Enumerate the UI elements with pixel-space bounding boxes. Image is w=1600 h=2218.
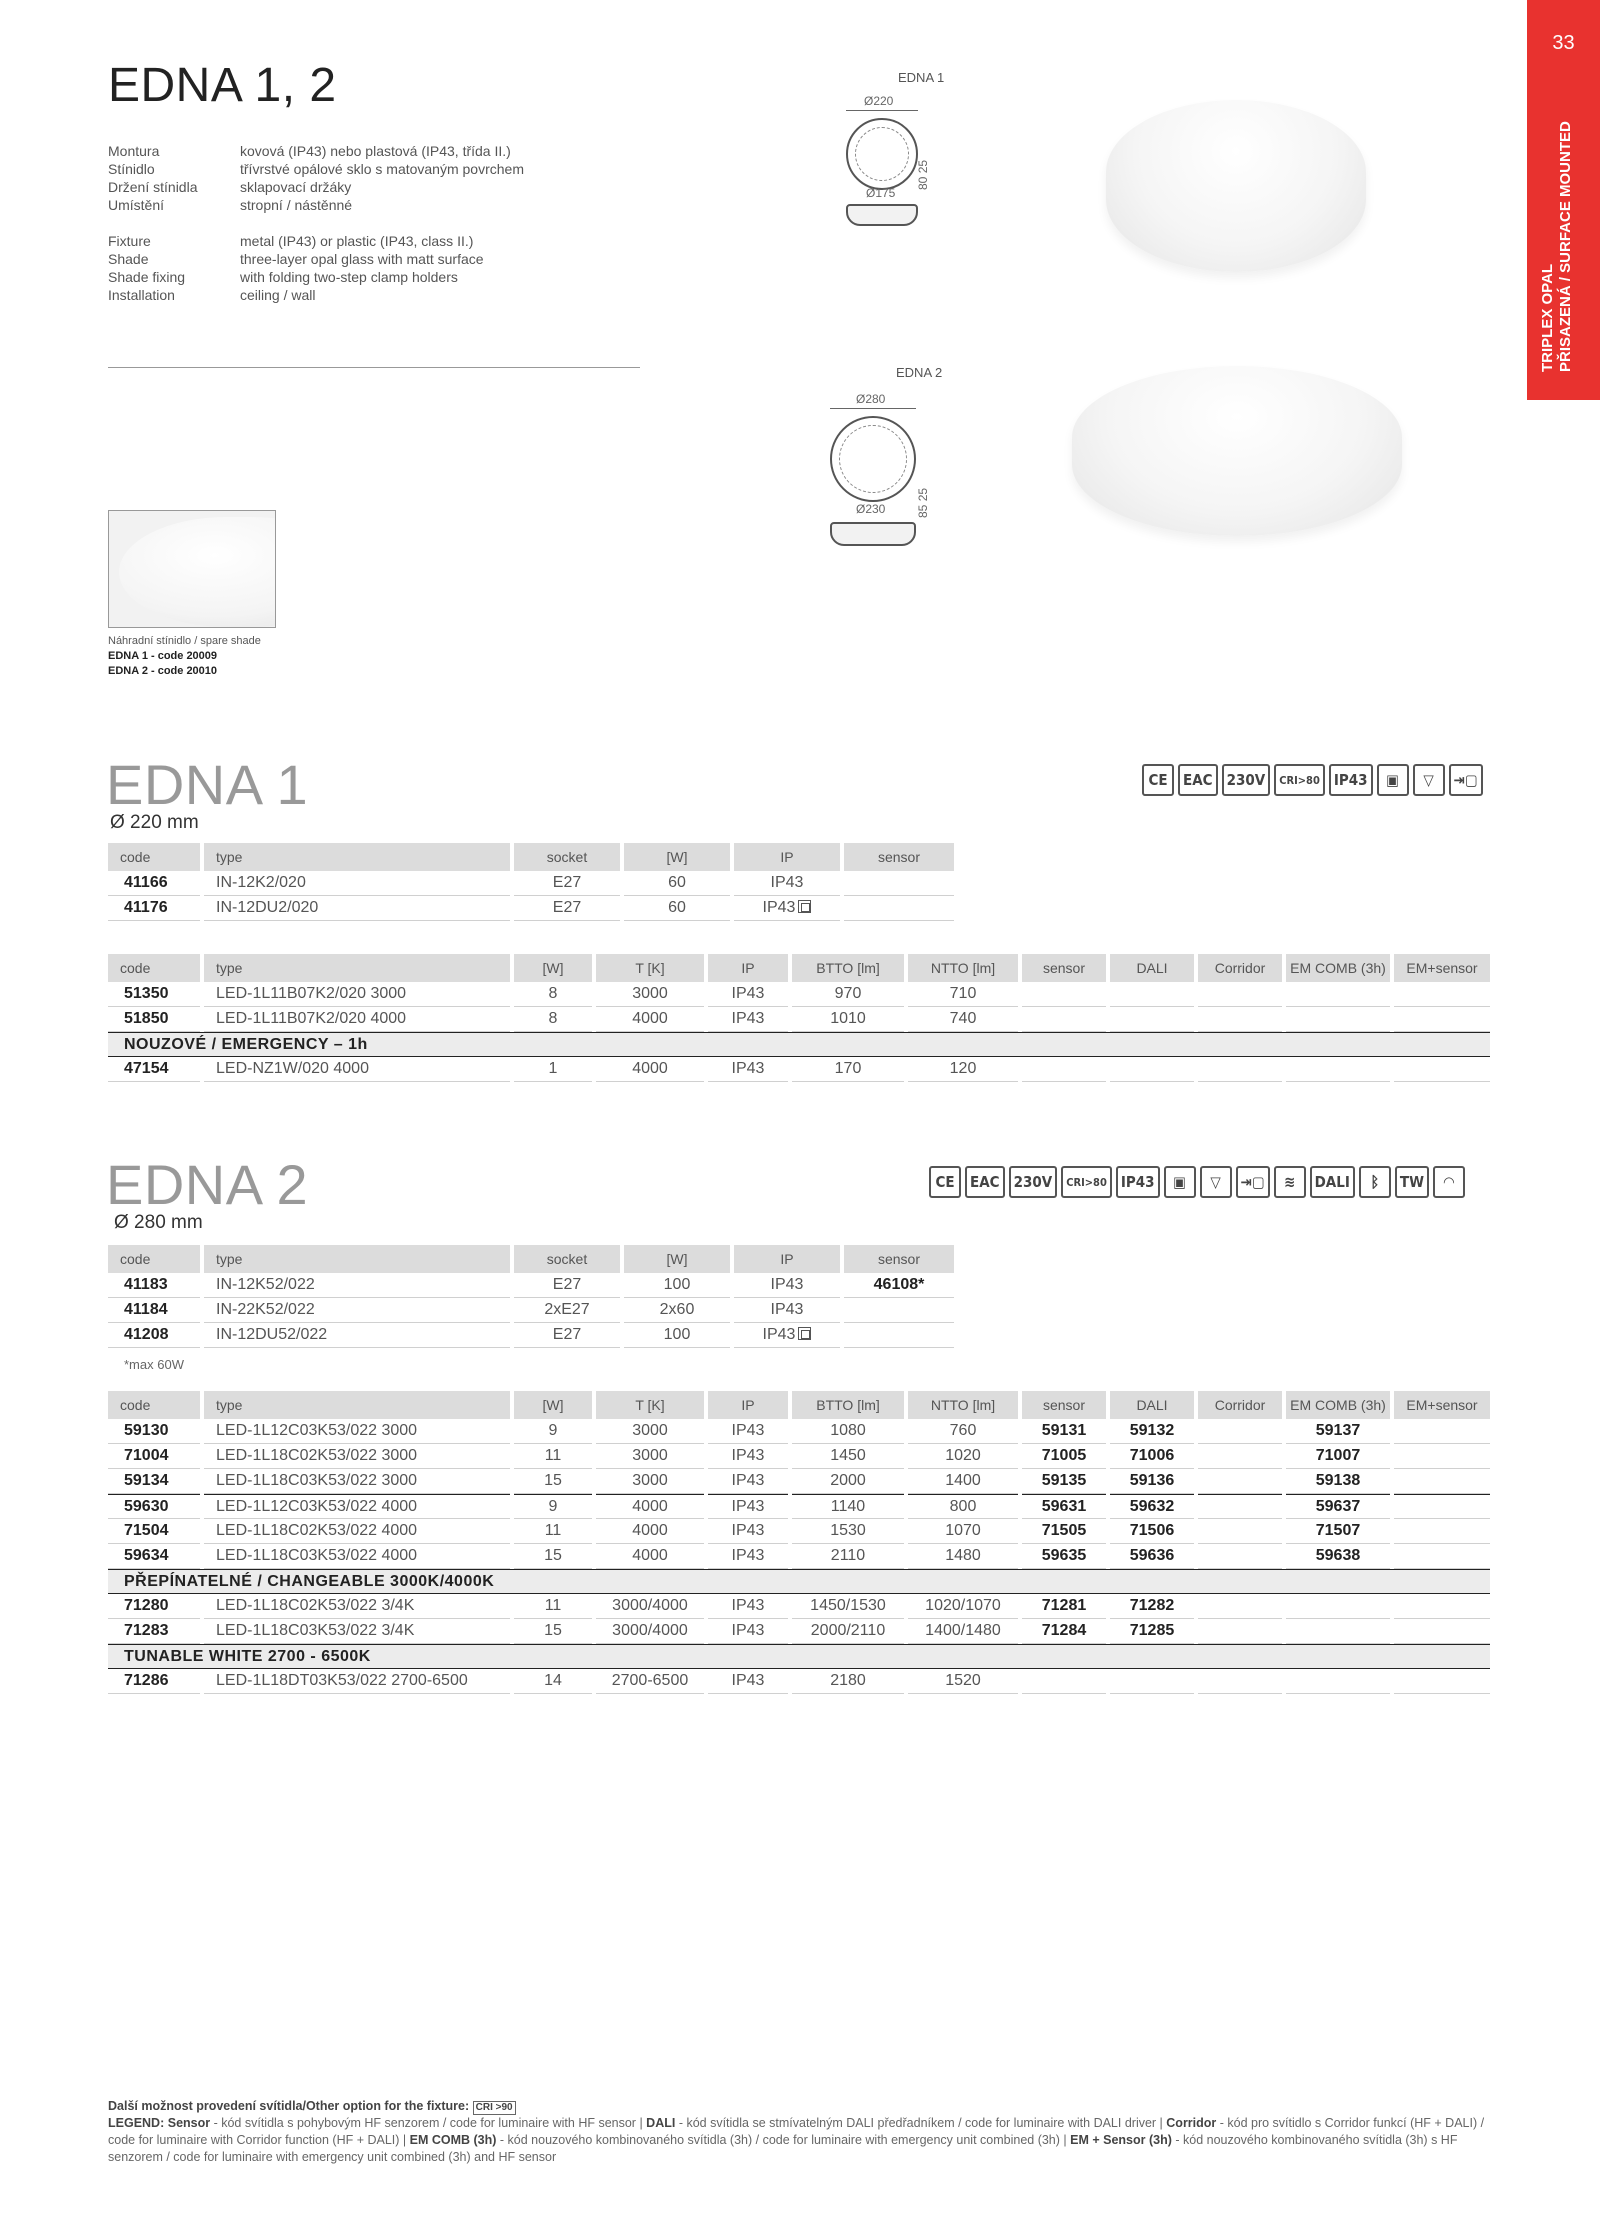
col-header: T [K] [596,954,704,982]
col-header: type [204,954,510,982]
footnote-max: *max 60W [124,1357,184,1372]
class-ii-icon [798,1327,811,1340]
page-title: EDNA 1, 2 [108,59,337,112]
table-row: 71004 LED-1L18C02K53/022 3000 11 3000 IP43 1450 1020 71005 71006 71007 [108,1444,1490,1469]
table-edna1-classic [104,843,958,921]
col-header: sensor [844,1245,954,1273]
dali-icon: DALI [1310,1166,1355,1198]
table-row: 51350 LED-1L11B07K2/020 3000 8 3000 IP43 970 710 [108,982,1490,1007]
cri-icon: CRI>80 [1274,764,1325,796]
sensor-icon: ≋ [1274,1166,1306,1198]
spec-label: Shade [108,251,149,267]
col-header: IP [734,1245,840,1273]
table-row: 71280 LED-1L18C02K53/022 3/4K 11 3000/4000 IP43 1450/1530 1020/1070 71281 71282 [108,1594,1490,1619]
other-option-label: Další možnost provedení svítidla/Other option for the fixture: [108,2099,470,2113]
profile-drawing-edna2 [830,522,916,546]
eac-icon: EAC [965,1166,1005,1198]
col-header: Corridor [1198,954,1282,982]
spec-value: třívrstvé opálové sklo s matovaným povrchem [240,161,524,177]
col-header: [W] [624,1245,730,1273]
emergency-exit-icon: ⇥▢ [1449,764,1483,796]
col-header: code [108,843,200,871]
col-header: code [108,1245,200,1273]
spec-label: Stínidlo [108,161,155,177]
divider [108,367,640,368]
spec-label: Installation [108,287,175,303]
col-header: sensor [844,843,954,871]
dim-outer-edna2: Ø280 [856,392,886,406]
cert-icons-edna1 [1142,764,1483,796]
col-header: [W] [514,954,592,982]
ip-icon: IP43 [1329,764,1373,796]
table-row: 41183 IN-12K52/022 E27 100 IP43 46108* [108,1273,954,1298]
bluetooth-icon: ᛒ [1359,1166,1391,1198]
col-header: EM COMB (3h) [1286,954,1390,982]
table-edna2-classic [104,1245,958,1348]
dim-height-edna1: 80 25 [916,159,930,190]
circle-drawing-edna1 [846,118,918,190]
table-row: 51850 LED-1L11B07K2/020 4000 8 4000 IP43 1010 740 [108,1007,1490,1032]
dim-inner-edna1: Ø175 [866,186,896,200]
spare-line1: Náhradní stínidlo / spare shade [108,635,261,647]
table-row: 41166 IN-12K2/020 E27 60 IP43 [108,871,954,896]
dim-line [830,408,916,409]
spec-value: metal (IP43) or plastic (IP43, class II.) [240,233,474,249]
side-tab-text [1539,121,1575,372]
ce-icon: CE [929,1166,961,1198]
col-header: IP [708,954,788,982]
class-ii-icon [798,900,811,913]
col-header: DALI [1110,954,1194,982]
col-header: T [K] [596,1391,704,1419]
col-header: code [108,1391,200,1419]
specs-cz [108,142,524,214]
table-row: 47154 LED-NZ1W/020 4000 1 4000 IP43 170 120 [108,1057,1490,1082]
side-tab-line1: TRIPLEX OPAL [1539,263,1556,372]
spec-value: ceiling / wall [240,287,316,303]
table-row: 71286 LED-1L18DT03K53/022 2700-6500 14 2700-6500 IP43 2180 1520 [108,1669,1490,1694]
table-row: 41176 IN-12DU2/020 E27 60 IP43 [108,896,954,921]
dim-line [846,110,918,111]
table-edna1-led [104,954,1494,1082]
col-header: BTTO [lm] [792,954,904,982]
col-header: code [108,954,200,982]
dim-inner-edna2: Ø230 [856,502,886,516]
cri-90-icon: CRI >90 [473,2101,516,2115]
col-header: type [204,1245,510,1273]
product-image-edna2 [1072,366,1402,536]
col-header: socket [514,1245,620,1273]
page-number: 33 [1552,32,1575,54]
table-row: 59630 LED-1L12C03K53/022 4000 9 4000 IP43 1140 800 59631 59632 59637 [108,1494,1490,1519]
section-diameter-edna1: Ø 220 mm [110,812,199,833]
spec-value: stropní / nástěnné [240,197,353,213]
col-header: [W] [624,843,730,871]
voltage-icon: 230V [1009,1166,1058,1198]
spec-label: Fixture [108,233,151,249]
col-header: EM COMB (3h) [1286,1391,1390,1419]
col-header: EM+sensor [1394,1391,1490,1419]
table-row: 71504 LED-1L18C02K53/022 4000 11 4000 IP43 1530 1070 71505 71506 71507 [108,1519,1490,1544]
spec-value: kovová (IP43) nebo plastová (IP43, třída II.) [240,143,511,159]
col-header: sensor [1022,1391,1106,1419]
table-row: 41184 IN-22K52/022 2xE27 2x60 IP43 [108,1298,954,1323]
section-diameter-edna2: Ø 280 mm [114,1212,203,1233]
col-header: IP [734,843,840,871]
table-group-row: TUNABLE WHITE 2700 - 6500K [108,1644,1490,1669]
spec-label: Montura [108,143,160,159]
circle-drawing-edna2 [830,416,916,502]
drawing-label-edna2: EDNA 2 [896,365,943,380]
col-header: type [204,1391,510,1419]
product-image-edna1 [1106,100,1366,272]
table-row: 41208 IN-12DU52/022 E27 100 IP43 [108,1323,954,1348]
spec-label: Držení stínidla [108,179,198,195]
col-header: EM+sensor [1394,954,1490,982]
cri-icon: CRI>80 [1061,1166,1112,1198]
section-title-edna2: EDNA 2 [106,1153,309,1216]
col-header: IP [708,1391,788,1419]
side-tab-line2: PŘISAZENÁ / SURFACE MOUNTED [1557,121,1574,372]
spare-shade-image [108,510,276,628]
eac-icon: EAC [1178,764,1218,796]
spec-label: Shade fixing [108,269,186,285]
dim-height-edna2: 85 25 [916,487,930,518]
col-header: BTTO [lm] [792,1391,904,1419]
specs-en [108,232,484,304]
drawing-label-edna1: EDNA 1 [898,70,945,85]
col-header: type [204,843,510,871]
table-row: 71283 LED-1L18C03K53/022 3/4K 15 3000/4000 IP43 2000/2110 1400/1480 71284 71285 [108,1619,1490,1644]
section-title-edna1: EDNA 1 [106,753,309,816]
col-header: Corridor [1198,1391,1282,1419]
table-group-row: PŘEPÍNATELNÉ / CHANGEABLE 3000K/4000K [108,1569,1490,1594]
table-row: 59134 LED-1L18C03K53/022 3000 15 3000 IP43 2000 1400 59135 59136 59138 [108,1469,1490,1494]
spare-line3: EDNA 2 - code 20010 [108,665,218,677]
col-header: sensor [1022,954,1106,982]
col-header: socket [514,843,620,871]
dim-outer-edna1: Ø220 [864,94,894,108]
col-header: [W] [514,1391,592,1419]
tw-icon: TW [1395,1166,1429,1198]
f-mark-icon: ▽ [1200,1166,1232,1198]
class-ii-icon: ▣ [1164,1166,1196,1198]
emergency-exit-icon: ⇥▢ [1236,1166,1270,1198]
col-header: NTTO [lm] [908,1391,1018,1419]
legend-text: LEGEND: Sensor - kód svítidla s pohybovým HF senzorem / code for luminaire with HF sensor | DALI - kód svítidla se stmívatelným DALI předřadníkem / code for luminaire with DALI driver | Corridor - kód pro svítidlo s Corridor funkcí (HF + DALI) / code for luminaire with Corridor function (HF + DALI) | EM COMB (3h) - kód nouzového kombinovaného svítidla (3h) / code for luminaire with emergency unit combined (3h) | EM + Sensor (3h) - kód nouzového kombinovaného svítidla (3h) s HF senzorem / code for luminaire with emergency unit combined (3h) and HF sensor [108,2116,1485,2164]
table-row: 59130 LED-1L12C03K53/022 3000 9 3000 IP43 1080 760 59131 59132 59137 [108,1419,1490,1444]
table-row: 59634 LED-1L18C03K53/022 4000 15 4000 IP43 2110 1480 59635 59636 59638 [108,1544,1490,1569]
class-ii-icon: ▣ [1377,764,1409,796]
ce-icon: CE [1142,764,1174,796]
wifi-icon: ◠ [1433,1166,1465,1198]
table-edna2-led [104,1391,1494,1694]
spec-value: with folding two-step clamp holders [240,269,458,285]
spare-line2: EDNA 1 - code 20009 [108,650,218,662]
col-header: DALI [1110,1391,1194,1419]
voltage-icon: 230V [1222,764,1271,796]
f-mark-icon: ▽ [1413,764,1445,796]
legend [108,2098,1488,2166]
table-group-row: NOUZOVÉ / EMERGENCY – 1h [108,1032,1490,1057]
spec-label: Umístění [108,197,165,213]
ip-icon: IP43 [1116,1166,1160,1198]
spec-value: three-layer opal glass with matt surface [240,251,484,267]
spec-value: sklapovací držáky [240,179,352,195]
profile-drawing-edna1 [846,204,918,226]
cert-icons-edna2 [929,1166,1465,1198]
side-tab [1527,0,1600,400]
spare-shade-caption [108,634,261,679]
col-header: NTTO [lm] [908,954,1018,982]
